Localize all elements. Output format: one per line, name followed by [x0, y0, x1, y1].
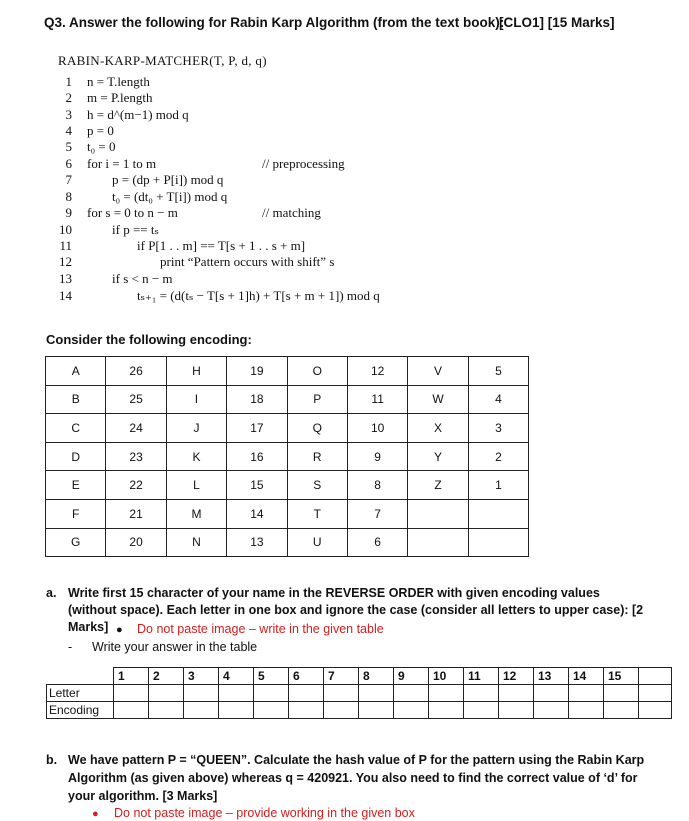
line-number: 14 — [59, 288, 72, 303]
encoding-cell: A — [46, 357, 106, 386]
encoding-cell — [468, 499, 528, 528]
encoding-cell: 18 — [227, 385, 287, 414]
encoding-cell: 16 — [227, 442, 287, 471]
answer-cell[interactable] — [499, 685, 534, 702]
answer-cell[interactable] — [604, 685, 639, 702]
encoding-cell: R — [287, 442, 347, 471]
code-line: tₛ₊₁ = (d(tₛ − T[s + 1]h) + T[s + m + 1]) mod q — [137, 288, 380, 303]
encoding-cell: 1 — [468, 471, 528, 500]
answer-cell[interactable] — [219, 685, 254, 702]
encoding-cell: N — [166, 528, 226, 557]
encoding-cell: V — [408, 357, 468, 386]
answer-column-header: 9 — [394, 668, 429, 685]
code-line: if P[1 . . m] == T[s + 1 . . s + m] — [137, 238, 306, 253]
encoding-cell: 2 — [468, 442, 528, 471]
part-a-bullet: Do not paste image – write in the given table — [137, 622, 384, 636]
encoding-cell: 3 — [468, 414, 528, 443]
answer-cell[interactable] — [639, 685, 672, 702]
encoding-cell: 21 — [106, 499, 166, 528]
encoding-cell: 19 — [227, 357, 287, 386]
encoding-heading: Consider the following encoding: — [46, 332, 252, 347]
code-line: t₀ = 0 — [87, 139, 116, 154]
part-b — [46, 751, 646, 805]
code-line: p = 0 — [87, 123, 114, 138]
encoding-cell: L — [166, 471, 226, 500]
encoding-cell: H — [166, 357, 226, 386]
dash-icon: - — [68, 640, 73, 654]
answer-cell[interactable] — [324, 702, 359, 719]
encoding-cell: 10 — [347, 414, 407, 443]
encoding-cell: W — [408, 385, 468, 414]
algorithm-name: RABIN-KARP-MATCHER(T, P, d, q) — [58, 53, 267, 68]
encoding-cell — [408, 528, 468, 557]
encoding-cell: 15 — [227, 471, 287, 500]
answer-cell[interactable] — [394, 702, 429, 719]
encoding-cell: D — [46, 442, 106, 471]
answer-row-label: Letter — [47, 685, 114, 702]
answer-column-header: 7 — [324, 668, 359, 685]
part-b-label: b. — [46, 753, 58, 767]
answer-column-header: 11 — [464, 668, 499, 685]
answer-column-header: 5 — [254, 668, 289, 685]
answer-column-header: 12 — [499, 668, 534, 685]
encoding-cell: Y — [408, 442, 468, 471]
answer-cell[interactable] — [569, 685, 604, 702]
code-line: if p == tₛ — [112, 222, 159, 237]
encoding-cell: 8 — [347, 471, 407, 500]
answer-cell[interactable] — [464, 685, 499, 702]
answer-column-header — [639, 668, 672, 685]
answer-cell[interactable] — [324, 685, 359, 702]
encoding-cell: 9 — [347, 442, 407, 471]
code-line: for s = 0 to n − m — [87, 205, 178, 220]
code-line: for i = 1 to m — [87, 156, 157, 171]
encoding-table — [45, 356, 529, 557]
encoding-cell: G — [46, 528, 106, 557]
encoding-cell: S — [287, 471, 347, 500]
encoding-cell: B — [46, 385, 106, 414]
encoding-cell: 26 — [106, 357, 166, 386]
answer-cell[interactable] — [359, 702, 394, 719]
question-title: Q3. Answer the following for Rabin Karp Algorithm (from the text book): — [44, 15, 505, 30]
answer-column-header: 15 — [604, 668, 639, 685]
line-number: 11 — [59, 238, 72, 253]
code-line: t₀ = (dt₀ + T[i]) mod q — [112, 189, 228, 204]
answer-cell[interactable] — [569, 702, 604, 719]
question-marks: [CLO1] [15 Marks] — [499, 15, 615, 30]
encoding-cell: 6 — [347, 528, 407, 557]
answer-column-header: 4 — [219, 668, 254, 685]
code-line: if s < n − m — [112, 271, 173, 286]
encoding-cell: 13 — [227, 528, 287, 557]
encoding-cell: 12 — [347, 357, 407, 386]
answer-cell[interactable] — [464, 702, 499, 719]
encoding-cell: U — [287, 528, 347, 557]
encoding-cell: 22 — [106, 471, 166, 500]
line-number: 6 — [65, 156, 72, 171]
encoding-row — [46, 499, 529, 528]
encoding-cell: 7 — [347, 499, 407, 528]
encoding-cell: 24 — [106, 414, 166, 443]
encoding-cell: 5 — [468, 357, 528, 386]
line-number: 3 — [65, 107, 72, 122]
answer-column-header: 2 — [149, 668, 184, 685]
encoding-cell: 20 — [106, 528, 166, 557]
encoding-cell: X — [408, 414, 468, 443]
line-number: 13 — [59, 271, 72, 286]
encoding-cell: E — [46, 471, 106, 500]
encoding-row — [46, 528, 529, 557]
answer-cell[interactable] — [149, 685, 184, 702]
answer-cell[interactable] — [149, 702, 184, 719]
part-b-text: We have pattern P = “QUEEN”. Calculate the hash value of P for the pattern using the Rabin Karp Algorithm (as given above) whereas q = 420921. You also need to find the correct value of ‘d’ for your algorithm. [3 Marks] — [68, 753, 645, 803]
line-number: 4 — [65, 123, 72, 138]
line-number: 9 — [65, 205, 72, 220]
answer-row-label: Encoding — [47, 702, 114, 719]
encoding-cell: M — [166, 499, 226, 528]
answer-cell[interactable] — [184, 702, 219, 719]
part-a-instruction: Write your answer in the table — [92, 640, 258, 654]
answer-cell[interactable] — [534, 702, 569, 719]
line-number: 10 — [59, 222, 72, 237]
encoding-cell: Z — [408, 471, 468, 500]
code-line: h = d^(m−1) mod q — [87, 107, 189, 122]
encoding-cell: 23 — [106, 442, 166, 471]
line-number: 12 — [59, 254, 72, 269]
encoding-row — [46, 442, 529, 471]
answer-column-header: 10 — [429, 668, 464, 685]
encoding-cell: 11 — [347, 385, 407, 414]
answer-column-header: 13 — [534, 668, 569, 685]
line-number: 7 — [65, 172, 72, 187]
answer-cell[interactable] — [499, 702, 534, 719]
encoding-cell — [408, 499, 468, 528]
encoding-cell: 4 — [468, 385, 528, 414]
code-comment: // preprocessing — [262, 156, 345, 171]
answer-cell[interactable] — [604, 702, 639, 719]
code-line: print “Pattern occurs with shift” s — [160, 254, 335, 269]
encoding-cell: 14 — [227, 499, 287, 528]
answer-cell[interactable] — [114, 685, 149, 702]
encoding-row — [46, 385, 529, 414]
encoding-cell: 25 — [106, 385, 166, 414]
answer-cell[interactable] — [114, 702, 149, 719]
encoding-cell: 17 — [227, 414, 287, 443]
part-a-text: Write first 15 character of your name in the REVERSE ORDER with given encoding values (without space). Each letter in one box and ignore the case (consider all letters to upper case): [2 Marks] — [68, 586, 644, 634]
code-line: n = T.length — [87, 74, 150, 89]
answer-column-header: 1 — [114, 668, 149, 685]
answer-cell[interactable] — [429, 702, 464, 719]
answer-corner — [47, 668, 114, 685]
encoding-cell — [468, 528, 528, 557]
answer-cell[interactable] — [184, 685, 219, 702]
encoding-cell: T — [287, 499, 347, 528]
encoding-cell: P — [287, 385, 347, 414]
line-number: 5 — [65, 139, 72, 154]
answer-cell[interactable] — [254, 685, 289, 702]
encoding-row — [46, 471, 529, 500]
line-number: 8 — [65, 189, 72, 204]
part-a-label: a. — [46, 586, 57, 600]
code-comment: // matching — [262, 205, 321, 220]
answer-cell[interactable] — [289, 685, 324, 702]
answer-cell[interactable] — [289, 702, 324, 719]
answer-column-header: 8 — [359, 668, 394, 685]
code-line: m = P.length — [87, 90, 153, 105]
answer-cell[interactable] — [429, 685, 464, 702]
encoding-cell: K — [166, 442, 226, 471]
answer-cell[interactable] — [394, 685, 429, 702]
line-number: 2 — [65, 90, 72, 105]
encoding-cell: F — [46, 499, 106, 528]
answer-cell[interactable] — [219, 702, 254, 719]
answer-cell[interactable] — [359, 685, 394, 702]
answer-column-header: 14 — [569, 668, 604, 685]
encoding-row — [46, 357, 529, 386]
encoding-cell: O — [287, 357, 347, 386]
encoding-cell: Q — [287, 414, 347, 443]
answer-cell[interactable] — [639, 702, 672, 719]
encoding-row — [46, 414, 529, 443]
bullet-icon: ● — [116, 624, 123, 636]
part-b-bullet: Do not paste image – provide working in the given box — [114, 806, 415, 820]
bullet-icon: ● — [92, 808, 99, 820]
encoding-cell: J — [166, 414, 226, 443]
encoding-cell: C — [46, 414, 106, 443]
answer-column-header: 3 — [184, 668, 219, 685]
answer-cell[interactable] — [534, 685, 569, 702]
answer-cell[interactable] — [254, 702, 289, 719]
line-number: 1 — [65, 74, 72, 89]
encoding-cell: I — [166, 385, 226, 414]
code-line: p = (dp + P[i]) mod q — [112, 172, 224, 187]
answer-column-header: 6 — [289, 668, 324, 685]
answer-table[interactable] — [46, 667, 672, 719]
